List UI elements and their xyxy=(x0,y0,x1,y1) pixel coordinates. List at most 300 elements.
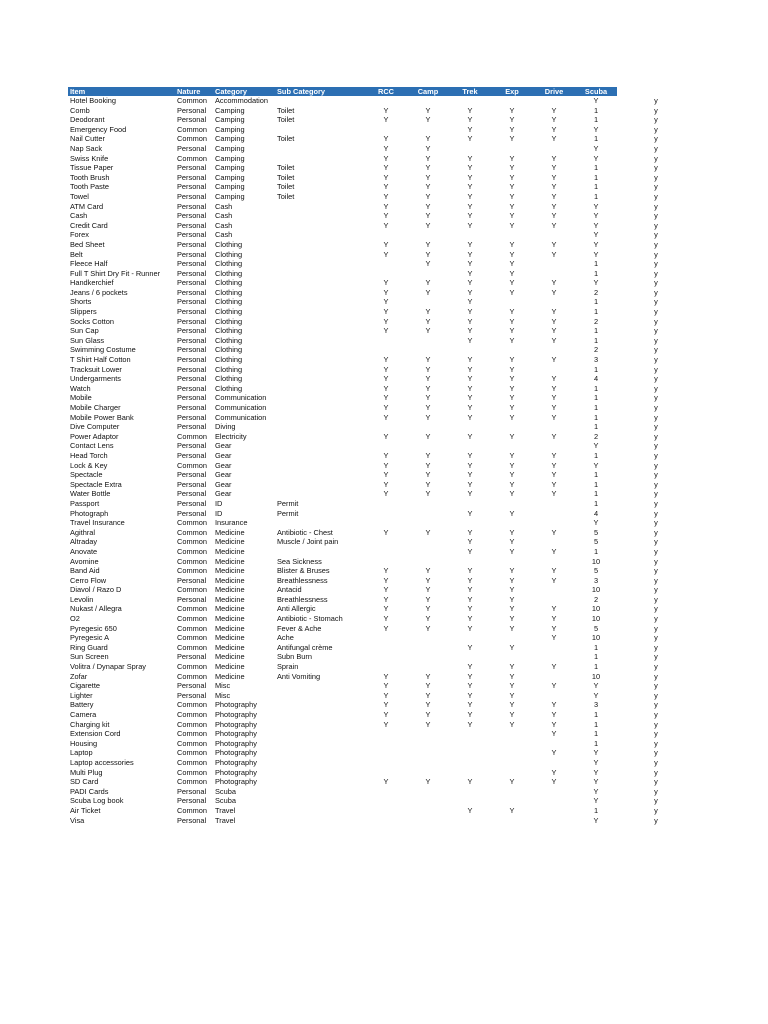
cell-exp[interactable]: Y xyxy=(509,393,515,403)
cell-sub-category[interactable]: Toilet xyxy=(277,182,295,192)
cell-camp[interactable]: Y xyxy=(425,450,431,460)
cell-drive[interactable] xyxy=(533,269,575,279)
cell-nature[interactable]: Common xyxy=(177,757,207,767)
cell-extra[interactable]: y xyxy=(654,719,658,729)
cell-trek[interactable]: Y xyxy=(467,249,473,259)
column-header-rcc[interactable]: RCC xyxy=(365,87,407,96)
cell-sub-category[interactable] xyxy=(275,211,365,221)
cell-sub-category[interactable] xyxy=(275,518,365,528)
cell-rcc[interactable]: Y xyxy=(383,594,389,604)
cell-category[interactable]: Photography xyxy=(215,700,257,710)
cell-sub-category[interactable] xyxy=(275,384,365,394)
cell-exp[interactable]: Y xyxy=(509,163,515,173)
cell-camp[interactable]: Y xyxy=(425,575,431,585)
cell-sub-category[interactable] xyxy=(275,144,365,154)
cell-extra[interactable]: y xyxy=(654,326,658,336)
cell-sub-category[interactable] xyxy=(275,758,365,768)
cell-exp[interactable]: Y xyxy=(509,489,515,499)
cell-item[interactable]: Fleece Half xyxy=(70,259,108,269)
cell-trek[interactable]: Y xyxy=(467,777,473,787)
cell-item[interactable]: Nail Cutter xyxy=(70,134,105,144)
cell-trek[interactable]: Y xyxy=(467,594,473,604)
cell-trek[interactable]: Y xyxy=(467,671,473,681)
cell-category[interactable]: Scuba xyxy=(215,796,236,806)
cell-rcc[interactable]: Y xyxy=(383,585,389,595)
cell-item[interactable]: Scuba Log book xyxy=(70,796,124,806)
cell-extra[interactable]: y xyxy=(654,278,658,288)
cell-scuba[interactable]: 1 xyxy=(593,719,599,729)
cell-exp[interactable]: Y xyxy=(509,777,515,787)
cell-item[interactable]: Dive Computer xyxy=(70,422,120,432)
cell-sub-category[interactable]: Sprain xyxy=(277,662,299,672)
cell-extra[interactable]: y xyxy=(654,374,658,384)
cell-exp[interactable] xyxy=(491,230,533,240)
cell-sub-category[interactable] xyxy=(275,461,365,471)
cell-camp[interactable]: Y xyxy=(425,316,431,326)
cell-category[interactable]: Medicine xyxy=(215,594,245,604)
cell-category[interactable]: Cash xyxy=(215,201,233,211)
cell-exp[interactable]: Y xyxy=(509,335,515,345)
cell-extra[interactable]: y xyxy=(654,364,658,374)
cell-trek[interactable]: Y xyxy=(467,623,473,633)
cell-nature[interactable]: Personal xyxy=(177,249,207,259)
cell-category[interactable]: Camping xyxy=(215,143,245,153)
cell-camp[interactable]: Y xyxy=(425,163,431,173)
cell-scuba[interactable]: 10 xyxy=(591,556,601,566)
cell-item[interactable]: Tracksuit Lower xyxy=(70,364,122,374)
cell-scuba[interactable]: Y xyxy=(593,777,599,787)
cell-exp[interactable] xyxy=(491,816,533,826)
cell-extra[interactable]: y xyxy=(654,594,658,604)
cell-trek[interactable]: Y xyxy=(467,115,473,125)
cell-drive[interactable] xyxy=(533,557,575,567)
cell-nature[interactable]: Personal xyxy=(177,201,207,211)
cell-rcc[interactable]: Y xyxy=(383,383,389,393)
cell-drive[interactable]: Y xyxy=(551,700,557,710)
cell-camp[interactable]: Y xyxy=(425,393,431,403)
cell-rcc[interactable] xyxy=(365,806,407,816)
cell-scuba[interactable]: Y xyxy=(593,153,599,163)
cell-drive[interactable]: Y xyxy=(551,623,557,633)
cell-drive[interactable] xyxy=(533,441,575,451)
cell-drive[interactable] xyxy=(533,537,575,547)
cell-item[interactable]: Spectacle xyxy=(70,470,103,480)
cell-sub-category[interactable]: Permit xyxy=(277,508,299,518)
cell-scuba[interactable]: 4 xyxy=(593,508,599,518)
cell-camp[interactable]: Y xyxy=(425,671,431,681)
cell-scuba[interactable]: Y xyxy=(593,441,599,451)
cell-category[interactable]: Gear xyxy=(215,460,232,470)
cell-rcc[interactable]: Y xyxy=(383,201,389,211)
cell-sub-category[interactable] xyxy=(275,96,365,106)
cell-drive[interactable] xyxy=(533,739,575,749)
cell-exp[interactable] xyxy=(491,297,533,307)
cell-scuba[interactable]: Y xyxy=(593,815,599,825)
cell-sub-category[interactable] xyxy=(275,307,365,317)
cell-category[interactable]: ID xyxy=(215,508,223,518)
cell-nature[interactable]: Common xyxy=(177,546,207,556)
cell-drive[interactable] xyxy=(533,297,575,307)
cell-drive[interactable]: Y xyxy=(551,719,557,729)
cell-nature[interactable]: Personal xyxy=(177,690,207,700)
cell-nature[interactable]: Personal xyxy=(177,278,207,288)
cell-drive[interactable] xyxy=(533,643,575,653)
cell-rcc[interactable]: Y xyxy=(383,191,389,201)
cell-scuba[interactable]: 1 xyxy=(593,422,599,432)
cell-drive[interactable] xyxy=(533,585,575,595)
cell-trek[interactable] xyxy=(449,441,491,451)
cell-exp[interactable] xyxy=(491,441,533,451)
cell-drive[interactable] xyxy=(533,672,575,682)
cell-sub-category[interactable] xyxy=(275,317,365,327)
cell-exp[interactable]: Y xyxy=(509,479,515,489)
cell-nature[interactable]: Common xyxy=(177,585,207,595)
cell-item[interactable]: Laptop xyxy=(70,748,93,758)
cell-category[interactable]: Travel xyxy=(215,805,236,815)
cell-trek[interactable]: Y xyxy=(467,537,473,547)
cell-item[interactable]: Undergarments xyxy=(70,374,121,384)
cell-extra[interactable]: y xyxy=(654,134,658,144)
cell-rcc[interactable] xyxy=(365,547,407,557)
cell-trek[interactable] xyxy=(449,499,491,509)
column-header-nature[interactable]: Nature xyxy=(175,87,213,96)
cell-category[interactable]: Camping xyxy=(215,105,245,115)
cell-trek[interactable]: Y xyxy=(467,393,473,403)
cell-category[interactable]: Clothing xyxy=(215,268,243,278)
cell-nature[interactable]: Personal xyxy=(177,796,207,806)
cell-camp[interactable] xyxy=(407,662,449,672)
cell-trek[interactable]: Y xyxy=(467,201,473,211)
cell-camp[interactable] xyxy=(407,787,449,797)
cell-extra[interactable]: y xyxy=(654,815,658,825)
cell-nature[interactable]: Personal xyxy=(177,450,207,460)
cell-trek[interactable]: Y xyxy=(467,134,473,144)
cell-item[interactable]: O2 xyxy=(70,614,80,624)
cell-rcc[interactable] xyxy=(365,345,407,355)
cell-rcc[interactable]: Y xyxy=(383,307,389,317)
cell-drive[interactable]: Y xyxy=(551,470,557,480)
cell-drive[interactable]: Y xyxy=(551,182,557,192)
cell-nature[interactable]: Common xyxy=(177,719,207,729)
cell-item[interactable]: Housing xyxy=(70,738,98,748)
cell-nature[interactable]: Common xyxy=(177,642,207,652)
cell-nature[interactable]: Common xyxy=(177,460,207,470)
cell-drive[interactable]: Y xyxy=(551,546,557,556)
cell-nature[interactable]: Personal xyxy=(177,815,207,825)
cell-camp[interactable] xyxy=(407,345,449,355)
cell-exp[interactable]: Y xyxy=(509,805,515,815)
cell-drive[interactable]: Y xyxy=(551,604,557,614)
cell-item[interactable]: Deodorant xyxy=(70,115,105,125)
cell-sub-category[interactable] xyxy=(275,710,365,720)
cell-extra[interactable]: y xyxy=(654,652,658,662)
cell-trek[interactable]: Y xyxy=(467,527,473,537)
cell-category[interactable]: Medicine xyxy=(215,527,245,537)
cell-sub-category[interactable] xyxy=(275,269,365,279)
cell-sub-category[interactable]: Anti Allergic xyxy=(277,604,316,614)
cell-extra[interactable]: y xyxy=(654,96,658,105)
cell-extra[interactable]: y xyxy=(654,556,658,566)
cell-item[interactable]: Air Ticket xyxy=(70,805,101,815)
cell-sub-category[interactable] xyxy=(275,739,365,749)
cell-camp[interactable] xyxy=(407,816,449,826)
cell-drive[interactable] xyxy=(533,652,575,662)
cell-rcc[interactable]: Y xyxy=(383,134,389,144)
cell-sub-category[interactable]: Muscle / Joint pain xyxy=(277,537,339,547)
cell-nature[interactable]: Personal xyxy=(177,393,207,403)
column-header-item[interactable]: Item xyxy=(68,87,175,96)
cell-item[interactable]: Full T Shirt Dry Fit - Runner xyxy=(70,268,161,278)
cell-nature[interactable]: Common xyxy=(177,556,207,566)
cell-exp[interactable]: Y xyxy=(509,671,515,681)
cell-category[interactable]: Clothing xyxy=(215,345,243,355)
cell-category[interactable]: Photography xyxy=(215,757,257,767)
cell-scuba[interactable]: 3 xyxy=(593,575,599,585)
cell-trek[interactable]: Y xyxy=(467,508,473,518)
cell-item[interactable]: Levolin xyxy=(70,594,94,604)
cell-exp[interactable]: Y xyxy=(509,575,515,585)
cell-scuba[interactable]: Y xyxy=(593,460,599,470)
cell-category[interactable]: Photography xyxy=(215,738,257,748)
cell-category[interactable]: Medicine xyxy=(215,585,245,595)
cell-extra[interactable]: y xyxy=(654,345,658,355)
cell-rcc[interactable]: Y xyxy=(383,220,389,230)
cell-scuba[interactable]: 2 xyxy=(593,316,599,326)
cell-category[interactable]: Photography xyxy=(215,719,257,729)
cell-sub-category[interactable] xyxy=(275,413,365,423)
cell-nature[interactable]: Personal xyxy=(177,259,207,269)
cell-category[interactable]: Camping xyxy=(215,134,245,144)
cell-trek[interactable]: Y xyxy=(467,172,473,182)
cell-drive[interactable]: Y xyxy=(551,211,557,221)
cell-sub-category[interactable]: Sea Sickness xyxy=(277,556,322,566)
cell-rcc[interactable]: Y xyxy=(383,604,389,614)
cell-scuba[interactable]: Y xyxy=(593,796,599,806)
cell-category[interactable]: Communication xyxy=(215,393,267,403)
cell-rcc[interactable]: Y xyxy=(383,115,389,125)
cell-rcc[interactable] xyxy=(365,758,407,768)
cell-camp[interactable] xyxy=(407,297,449,307)
cell-trek[interactable]: Y xyxy=(467,297,473,307)
cell-drive[interactable]: Y xyxy=(551,163,557,173)
cell-category[interactable]: Clothing xyxy=(215,355,243,365)
cell-trek[interactable]: Y xyxy=(467,182,473,192)
cell-drive[interactable]: Y xyxy=(551,777,557,787)
cell-nature[interactable]: Personal xyxy=(177,441,207,451)
cell-exp[interactable]: Y xyxy=(509,460,515,470)
cell-item[interactable]: Spectacle Extra xyxy=(70,479,122,489)
cell-scuba[interactable]: 2 xyxy=(593,345,599,355)
cell-nature[interactable]: Common xyxy=(177,767,207,777)
cell-nature[interactable]: Personal xyxy=(177,191,207,201)
cell-trek[interactable]: Y xyxy=(467,681,473,691)
cell-trek[interactable]: Y xyxy=(467,124,473,134)
cell-extra[interactable]: y xyxy=(654,383,658,393)
cell-rcc[interactable] xyxy=(365,633,407,643)
cell-sub-category[interactable] xyxy=(275,297,365,307)
cell-exp[interactable]: Y xyxy=(509,249,515,259)
cell-trek[interactable]: Y xyxy=(467,191,473,201)
cell-item[interactable]: Volitra / Dynapar Spray xyxy=(70,662,146,672)
cell-camp[interactable] xyxy=(407,499,449,509)
cell-extra[interactable]: y xyxy=(654,671,658,681)
cell-nature[interactable]: Personal xyxy=(177,489,207,499)
cell-extra[interactable]: y xyxy=(654,767,658,777)
cell-extra[interactable]: y xyxy=(654,748,658,758)
cell-extra[interactable]: y xyxy=(654,182,658,192)
cell-rcc[interactable]: Y xyxy=(383,566,389,576)
cell-extra[interactable]: y xyxy=(654,335,658,345)
cell-exp[interactable] xyxy=(491,633,533,643)
cell-extra[interactable]: y xyxy=(654,431,658,441)
cell-sub-category[interactable] xyxy=(275,777,365,787)
cell-drive[interactable]: Y xyxy=(551,105,557,115)
cell-category[interactable]: ID xyxy=(215,498,223,508)
cell-nature[interactable]: Common xyxy=(177,614,207,624)
cell-extra[interactable]: y xyxy=(654,738,658,748)
cell-rcc[interactable] xyxy=(365,662,407,672)
cell-trek[interactable]: Y xyxy=(467,211,473,221)
cell-scuba[interactable]: 1 xyxy=(593,479,599,489)
cell-sub-category[interactable] xyxy=(275,700,365,710)
cell-sub-category[interactable] xyxy=(275,221,365,231)
cell-nature[interactable]: Common xyxy=(177,710,207,719)
cell-exp[interactable]: Y xyxy=(509,307,515,317)
cell-camp[interactable]: Y xyxy=(425,681,431,691)
cell-scuba[interactable]: Y xyxy=(593,96,599,105)
cell-exp[interactable]: Y xyxy=(509,182,515,192)
cell-rcc[interactable] xyxy=(365,729,407,739)
cell-sub-category[interactable] xyxy=(275,691,365,701)
cell-drive[interactable] xyxy=(533,816,575,826)
cell-item[interactable]: Mobile xyxy=(70,393,92,403)
cell-rcc[interactable] xyxy=(365,557,407,567)
cell-rcc[interactable] xyxy=(365,768,407,778)
cell-rcc[interactable]: Y xyxy=(383,239,389,249)
cell-item[interactable]: Credit Card xyxy=(70,220,108,230)
cell-sub-category[interactable] xyxy=(275,816,365,826)
cell-nature[interactable]: Personal xyxy=(177,287,207,297)
cell-drive[interactable]: Y xyxy=(551,307,557,317)
cell-extra[interactable]: y xyxy=(654,191,658,201)
cell-sub-category[interactable] xyxy=(275,240,365,250)
cell-category[interactable]: Cash xyxy=(215,220,233,230)
cell-scuba[interactable]: 1 xyxy=(593,383,599,393)
cell-trek[interactable]: Y xyxy=(467,719,473,729)
cell-camp[interactable] xyxy=(407,441,449,451)
cell-scuba[interactable]: 1 xyxy=(593,163,599,173)
cell-category[interactable]: Medicine xyxy=(215,671,245,681)
cell-category[interactable]: Medicine xyxy=(215,546,245,556)
cell-scuba[interactable]: Y xyxy=(593,230,599,240)
cell-scuba[interactable]: 1 xyxy=(593,105,599,115)
cell-scuba[interactable]: 10 xyxy=(591,614,601,624)
cell-sub-category[interactable]: Toilet xyxy=(277,115,295,125)
cell-item[interactable]: Nukast / Allegra xyxy=(70,604,122,614)
cell-drive[interactable] xyxy=(533,518,575,528)
cell-category[interactable]: Clothing xyxy=(215,307,243,317)
cell-scuba[interactable]: 10 xyxy=(591,604,601,614)
cell-trek[interactable]: Y xyxy=(467,460,473,470)
cell-scuba[interactable]: Y xyxy=(593,201,599,211)
cell-scuba[interactable]: 1 xyxy=(593,652,599,662)
cell-nature[interactable]: Personal xyxy=(177,364,207,374)
cell-nature[interactable]: Common xyxy=(177,134,207,144)
cell-sub-category[interactable] xyxy=(275,230,365,240)
cell-camp[interactable]: Y xyxy=(425,249,431,259)
cell-trek[interactable]: Y xyxy=(467,546,473,556)
cell-drive[interactable]: Y xyxy=(551,527,557,537)
cell-trek[interactable]: Y xyxy=(467,805,473,815)
cell-extra[interactable]: y xyxy=(654,527,658,537)
cell-nature[interactable]: Personal xyxy=(177,220,207,230)
cell-trek[interactable]: Y xyxy=(467,585,473,595)
cell-item[interactable]: Lock & Key xyxy=(70,460,108,470)
cell-scuba[interactable]: Y xyxy=(593,518,599,528)
cell-category[interactable]: Insurance xyxy=(215,518,248,528)
cell-drive[interactable]: Y xyxy=(551,681,557,691)
cell-extra[interactable]: y xyxy=(654,690,658,700)
cell-drive[interactable]: Y xyxy=(551,374,557,384)
cell-trek[interactable] xyxy=(449,96,491,106)
cell-camp[interactable]: Y xyxy=(425,134,431,144)
cell-sub-category[interactable] xyxy=(275,355,365,365)
cell-drive[interactable] xyxy=(533,758,575,768)
cell-category[interactable]: Clothing xyxy=(215,297,243,307)
cell-extra[interactable]: y xyxy=(654,757,658,767)
cell-nature[interactable]: Common xyxy=(177,537,207,547)
cell-extra[interactable]: y xyxy=(654,537,658,547)
cell-extra[interactable]: y xyxy=(654,623,658,633)
cell-scuba[interactable]: 1 xyxy=(593,546,599,556)
cell-nature[interactable]: Personal xyxy=(177,383,207,393)
cell-rcc[interactable]: Y xyxy=(383,355,389,365)
cell-item[interactable]: Anovate xyxy=(70,546,98,556)
cell-rcc[interactable] xyxy=(365,652,407,662)
cell-item[interactable]: Mobile Power Bank xyxy=(70,412,134,422)
cell-drive[interactable]: Y xyxy=(551,767,557,777)
cell-drive[interactable]: Y xyxy=(551,191,557,201)
cell-scuba[interactable]: Y xyxy=(593,211,599,221)
cell-sub-category[interactable] xyxy=(275,125,365,135)
cell-camp[interactable]: Y xyxy=(425,287,431,297)
cell-trek[interactable] xyxy=(449,422,491,432)
cell-item[interactable]: Cash xyxy=(70,211,88,221)
cell-trek[interactable] xyxy=(449,230,491,240)
cell-drive[interactable]: Y xyxy=(551,278,557,288)
cell-rcc[interactable]: Y xyxy=(383,431,389,441)
cell-scuba[interactable]: 1 xyxy=(593,662,599,672)
cell-category[interactable]: Electricity xyxy=(215,431,247,441)
cell-nature[interactable]: Common xyxy=(177,153,207,163)
cell-nature[interactable]: Common xyxy=(177,700,207,710)
cell-scuba[interactable]: 10 xyxy=(591,633,601,643)
cell-extra[interactable]: y xyxy=(654,316,658,326)
cell-nature[interactable]: Personal xyxy=(177,307,207,317)
cell-camp[interactable] xyxy=(407,796,449,806)
cell-category[interactable]: Cash xyxy=(215,230,233,240)
cell-nature[interactable]: Personal xyxy=(177,374,207,384)
cell-trek[interactable]: Y xyxy=(467,220,473,230)
cell-nature[interactable]: Personal xyxy=(177,412,207,422)
cell-nature[interactable]: Personal xyxy=(177,297,207,307)
cell-drive[interactable]: Y xyxy=(551,489,557,499)
cell-item[interactable]: Towel xyxy=(70,191,89,201)
cell-sub-category[interactable] xyxy=(275,489,365,499)
cell-rcc[interactable]: Y xyxy=(383,614,389,624)
cell-rcc[interactable] xyxy=(365,739,407,749)
cell-nature[interactable]: Personal xyxy=(177,211,207,221)
